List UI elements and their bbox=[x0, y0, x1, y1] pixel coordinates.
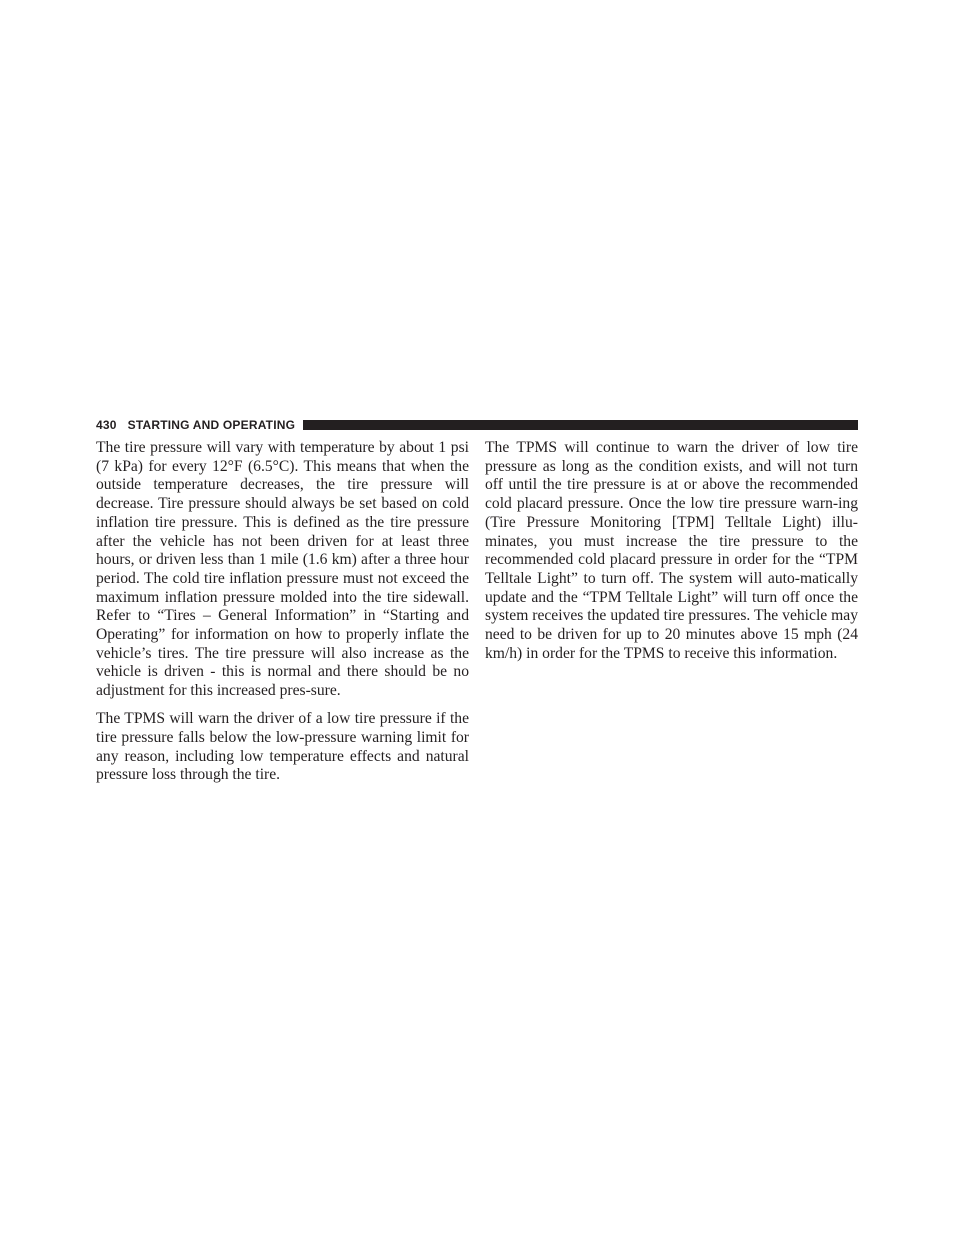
header-rule-bar bbox=[303, 420, 858, 430]
page-header bbox=[96, 417, 858, 433]
page-number: 430 bbox=[96, 418, 117, 432]
paragraph-tpms-continue-warning: The TPMS will continue to warn the driver of low tire pressure as long as the condition exists, and will not turn off until the tire pressure is at or above the recommended cold placard pressure. Once the low tire pressure warn-ing (Tire Pressure Monitoring [TPM] Telltale Light) illu-minates, you must increase the tire pressure to the recommended cold placard pressure in order for the “TPM Telltale Light” to turn off. The system will auto-matically update and the “TPM Telltale Light” will turn off once the system receives the updated tire pressures. The vehicle may need to be driven for up to 20 minutes above 15 mph (24 km/h) in order for the TPMS to receive this information. bbox=[485, 439, 858, 662]
paragraph-temperature-effects: The tire pressure will vary with temperature by about 1 psi (7 kPa) for every 12°F (6.5°C). This means that when the outside temperature decreases, the tire pressure will decrease. Tire pressure should always be set based on cold inflation tire pressure. This is defined as the tire pressure after the vehicle has not been driven for at least three hours, or driven less than 1 mile (1.6 km) after a three hour period. The cold tire inflation pressure must not exceed the maximum inflation pressure molded into the tire sidewall. Refer to “Tires – General Information” in “Starting and Operating” for information on how to properly inflate the vehicle’s tires. The tire pressure will also increase as the vehicle is driven - this is normal and there should be no adjustment for this increased pres-sure. bbox=[96, 439, 469, 700]
section-title: STARTING AND OPERATING bbox=[127, 418, 296, 432]
paragraph-tpms-warning: The TPMS will warn the driver of a low tire pressure if the tire pressure falls below the low-pressure warning limit for any reason, including low temperature effects and natural pressure loss through the tire. bbox=[96, 710, 469, 784]
left-column bbox=[96, 439, 469, 795]
right-column bbox=[485, 439, 858, 673]
